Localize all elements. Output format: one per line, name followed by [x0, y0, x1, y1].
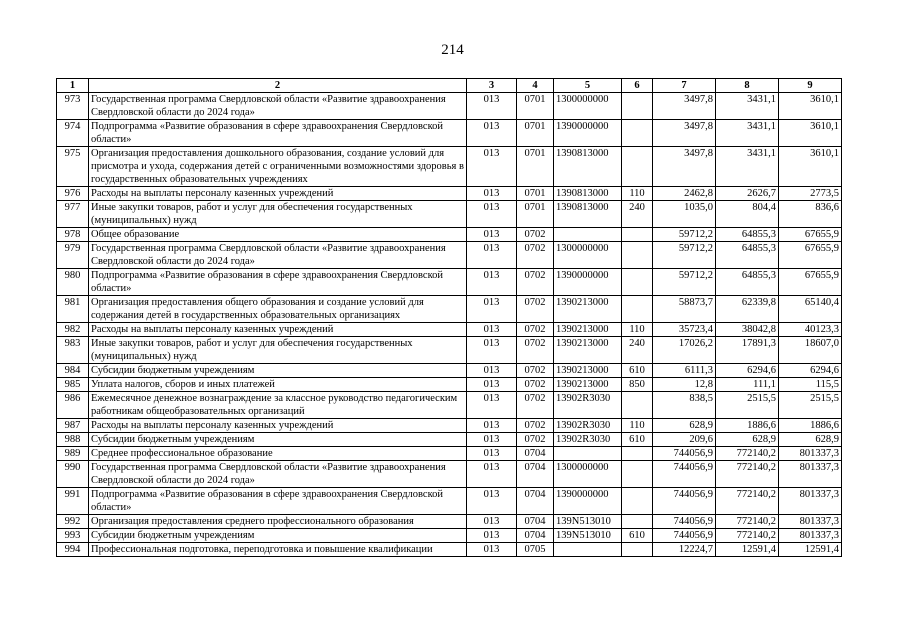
amount-2024-cell: 67655,9 — [779, 228, 842, 242]
ministry-code-cell: 013 — [467, 392, 517, 419]
expense-type-cell: 110 — [622, 323, 653, 337]
amount-2023-cell: 2515,5 — [716, 392, 779, 419]
amount-2024-cell: 2515,5 — [779, 392, 842, 419]
target-article-cell: 13902R3030 — [554, 419, 622, 433]
ministry-code-cell: 013 — [467, 433, 517, 447]
amount-2023-cell: 628,9 — [716, 433, 779, 447]
table-row — [57, 120, 842, 147]
amount-2024-cell: 6294,6 — [779, 364, 842, 378]
section-code-cell: 0704 — [517, 488, 554, 515]
expense-type-cell — [622, 488, 653, 515]
amount-2024-cell: 65140,4 — [779, 296, 842, 323]
ministry-code-cell: 013 — [467, 419, 517, 433]
expense-type-cell: 240 — [622, 337, 653, 364]
table-row — [57, 543, 842, 557]
amount-2022-cell: 744056,9 — [653, 515, 716, 529]
row-number-cell: 987 — [57, 419, 89, 433]
expense-type-cell: 610 — [622, 433, 653, 447]
amount-2024-cell: 40123,3 — [779, 323, 842, 337]
row-name-cell: Общее образование — [89, 228, 467, 242]
expense-type-cell — [622, 543, 653, 557]
ministry-code-cell: 013 — [467, 364, 517, 378]
header-col-8: 8 — [716, 79, 779, 93]
row-name-cell: Подпрограмма «Развитие образования в сфере здравоохранения Свердловской области» — [89, 269, 467, 296]
target-article-cell: 13902R3030 — [554, 392, 622, 419]
amount-2024-cell: 67655,9 — [779, 269, 842, 296]
row-name-cell: Уплата налогов, сборов и иных платежей — [89, 378, 467, 392]
row-number-cell: 976 — [57, 187, 89, 201]
expense-type-cell — [622, 228, 653, 242]
amount-2022-cell: 3497,8 — [653, 93, 716, 120]
target-article-cell: 1390213000 — [554, 337, 622, 364]
amount-2022-cell: 3497,8 — [653, 120, 716, 147]
ministry-code-cell: 013 — [467, 201, 517, 228]
table-row — [57, 419, 842, 433]
row-name-cell: Среднее профессиональное образование — [89, 447, 467, 461]
expense-type-cell — [622, 447, 653, 461]
expense-type-cell: 850 — [622, 378, 653, 392]
amount-2023-cell: 38042,8 — [716, 323, 779, 337]
expense-type-cell: 240 — [622, 201, 653, 228]
amount-2024-cell: 12591,4 — [779, 543, 842, 557]
row-name-cell: Организация предоставления среднего профессионального образования — [89, 515, 467, 529]
amount-2023-cell: 3431,1 — [716, 120, 779, 147]
page-number: 214 — [441, 42, 464, 58]
row-number-cell: 983 — [57, 337, 89, 364]
row-number-cell: 989 — [57, 447, 89, 461]
amount-2023-cell: 772140,2 — [716, 529, 779, 543]
ministry-code-cell: 013 — [467, 296, 517, 323]
row-name-cell: Государственная программа Свердловской области «Развитие здравоохранения Свердловской области до 2024 года» — [89, 242, 467, 269]
amount-2022-cell: 59712,2 — [653, 242, 716, 269]
target-article-cell: 1390813000 — [554, 147, 622, 187]
row-name-cell: Расходы на выплаты персоналу казенных учреждений — [89, 323, 467, 337]
row-name-cell: Подпрограмма «Развитие образования в сфере здравоохранения Свердловской области» — [89, 488, 467, 515]
target-article-cell: 1300000000 — [554, 93, 622, 120]
amount-2023-cell: 3431,1 — [716, 147, 779, 187]
target-article-cell: 1390213000 — [554, 323, 622, 337]
row-number-cell: 980 — [57, 269, 89, 296]
table-row — [57, 296, 842, 323]
section-code-cell: 0702 — [517, 364, 554, 378]
table-row — [57, 392, 842, 419]
row-number-cell: 991 — [57, 488, 89, 515]
target-article-cell: 1390813000 — [554, 187, 622, 201]
ministry-code-cell: 013 — [467, 269, 517, 296]
amount-2023-cell: 2626,7 — [716, 187, 779, 201]
row-name-cell: Иные закупки товаров, работ и услуг для обеспечения государственных (муниципальных) нужд — [89, 201, 467, 228]
expense-type-cell — [622, 296, 653, 323]
row-number-cell: 985 — [57, 378, 89, 392]
amount-2023-cell: 6294,6 — [716, 364, 779, 378]
header-col-1: 1 — [57, 79, 89, 93]
expense-type-cell: 610 — [622, 529, 653, 543]
header-col-5: 5 — [554, 79, 622, 93]
amount-2022-cell: 2462,8 — [653, 187, 716, 201]
row-number-cell: 977 — [57, 201, 89, 228]
table-row — [57, 364, 842, 378]
amount-2023-cell: 3431,1 — [716, 93, 779, 120]
table-row — [57, 337, 842, 364]
row-number-cell: 984 — [57, 364, 89, 378]
section-code-cell: 0702 — [517, 269, 554, 296]
amount-2024-cell: 3610,1 — [779, 93, 842, 120]
table-row — [57, 147, 842, 187]
amount-2022-cell: 3497,8 — [653, 147, 716, 187]
table-row — [57, 228, 842, 242]
row-name-cell: Субсидии бюджетным учреждениям — [89, 529, 467, 543]
table-row — [57, 433, 842, 447]
row-number-cell: 973 — [57, 93, 89, 120]
section-code-cell: 0701 — [517, 147, 554, 187]
header-col-9: 9 — [779, 79, 842, 93]
amount-2024-cell: 836,6 — [779, 201, 842, 228]
amount-2022-cell: 59712,2 — [653, 228, 716, 242]
ministry-code-cell: 013 — [467, 120, 517, 147]
row-name-cell: Расходы на выплаты персоналу казенных учреждений — [89, 419, 467, 433]
row-number-cell: 974 — [57, 120, 89, 147]
row-number-cell: 992 — [57, 515, 89, 529]
row-number-cell: 978 — [57, 228, 89, 242]
amount-2024-cell: 801337,3 — [779, 461, 842, 488]
amount-2024-cell: 1886,6 — [779, 419, 842, 433]
target-article-cell: 1390213000 — [554, 296, 622, 323]
row-number-cell: 993 — [57, 529, 89, 543]
row-name-cell: Организация предоставления дошкольного образования, создание условий для присмотра и ухода, содержания детей с ограниченными возможностями здоровья в государственных образовательных учреждениях — [89, 147, 467, 187]
row-name-cell: Субсидии бюджетным учреждениям — [89, 433, 467, 447]
ministry-code-cell: 013 — [467, 378, 517, 392]
ministry-code-cell: 013 — [467, 515, 517, 529]
row-name-cell: Профессиональная подготовка, переподготовка и повышение квалификации — [89, 543, 467, 557]
target-article-cell: 1300000000 — [554, 242, 622, 269]
amount-2023-cell: 64855,3 — [716, 269, 779, 296]
amount-2022-cell: 744056,9 — [653, 461, 716, 488]
table-row — [57, 515, 842, 529]
section-code-cell: 0701 — [517, 201, 554, 228]
target-article-cell: 1390213000 — [554, 364, 622, 378]
section-code-cell: 0704 — [517, 461, 554, 488]
section-code-cell: 0701 — [517, 120, 554, 147]
expense-type-cell — [622, 269, 653, 296]
header-col-7: 7 — [653, 79, 716, 93]
section-code-cell: 0704 — [517, 515, 554, 529]
row-number-cell: 990 — [57, 461, 89, 488]
amount-2022-cell: 744056,9 — [653, 488, 716, 515]
amount-2022-cell: 17026,2 — [653, 337, 716, 364]
ministry-code-cell: 013 — [467, 529, 517, 543]
section-code-cell: 0702 — [517, 242, 554, 269]
row-name-cell: Государственная программа Свердловской области «Развитие здравоохранения Свердловской области до 2024 года» — [89, 93, 467, 120]
expense-type-cell — [622, 392, 653, 419]
expense-type-cell — [622, 461, 653, 488]
expense-type-cell: 610 — [622, 364, 653, 378]
table-row — [57, 93, 842, 120]
row-name-cell: Расходы на выплаты персоналу казенных учреждений — [89, 187, 467, 201]
expense-type-cell — [622, 242, 653, 269]
amount-2022-cell: 58873,7 — [653, 296, 716, 323]
amount-2024-cell: 2773,5 — [779, 187, 842, 201]
table-row — [57, 378, 842, 392]
ministry-code-cell: 013 — [467, 228, 517, 242]
header-col-3: 3 — [467, 79, 517, 93]
amount-2022-cell: 628,9 — [653, 419, 716, 433]
amount-2023-cell: 17891,3 — [716, 337, 779, 364]
table-body — [57, 93, 842, 557]
row-number-cell: 979 — [57, 242, 89, 269]
amount-2022-cell: 59712,2 — [653, 269, 716, 296]
section-code-cell: 0704 — [517, 529, 554, 543]
amount-2023-cell: 111,1 — [716, 378, 779, 392]
target-article-cell: 1390000000 — [554, 488, 622, 515]
amount-2024-cell: 18607,0 — [779, 337, 842, 364]
row-number-cell: 994 — [57, 543, 89, 557]
amount-2024-cell: 801337,3 — [779, 447, 842, 461]
row-name-cell: Государственная программа Свердловской области «Развитие здравоохранения Свердловской области до 2024 года» — [89, 461, 467, 488]
amount-2022-cell: 744056,9 — [653, 447, 716, 461]
table-row — [57, 461, 842, 488]
section-code-cell: 0702 — [517, 296, 554, 323]
row-name-cell: Ежемесячное денежное вознаграждение за классное руководство педагогическим работникам общеобразовательных организаций — [89, 392, 467, 419]
header-col-6: 6 — [622, 79, 653, 93]
target-article-cell — [554, 543, 622, 557]
amount-2022-cell: 744056,9 — [653, 529, 716, 543]
ministry-code-cell: 013 — [467, 93, 517, 120]
amount-2023-cell: 772140,2 — [716, 447, 779, 461]
ministry-code-cell: 013 — [467, 337, 517, 364]
header-row — [57, 79, 842, 93]
amount-2024-cell: 67655,9 — [779, 242, 842, 269]
ministry-code-cell: 013 — [467, 461, 517, 488]
amount-2023-cell: 772140,2 — [716, 461, 779, 488]
row-name-cell: Субсидии бюджетным учреждениям — [89, 364, 467, 378]
amount-2023-cell: 12591,4 — [716, 543, 779, 557]
row-name-cell: Организация предоставления общего образования и создание условий для содержания детей в государственных образовательных организациях — [89, 296, 467, 323]
section-code-cell: 0702 — [517, 228, 554, 242]
target-article-cell: 1390000000 — [554, 120, 622, 147]
amount-2022-cell: 35723,4 — [653, 323, 716, 337]
amount-2023-cell: 772140,2 — [716, 488, 779, 515]
amount-2023-cell: 772140,2 — [716, 515, 779, 529]
amount-2023-cell: 64855,3 — [716, 242, 779, 269]
amount-2022-cell: 838,5 — [653, 392, 716, 419]
amount-2022-cell: 6111,3 — [653, 364, 716, 378]
amount-2024-cell: 628,9 — [779, 433, 842, 447]
budget-table — [56, 78, 842, 557]
target-article-cell: 139N513010 — [554, 529, 622, 543]
amount-2023-cell: 62339,8 — [716, 296, 779, 323]
table-row — [57, 529, 842, 543]
section-code-cell: 0701 — [517, 187, 554, 201]
amount-2024-cell: 801337,3 — [779, 529, 842, 543]
amount-2024-cell: 801337,3 — [779, 515, 842, 529]
ministry-code-cell: 013 — [467, 242, 517, 269]
table-row — [57, 269, 842, 296]
table-row — [57, 488, 842, 515]
amount-2024-cell: 801337,3 — [779, 488, 842, 515]
target-article-cell — [554, 447, 622, 461]
target-article-cell: 139N513010 — [554, 515, 622, 529]
ministry-code-cell: 013 — [467, 488, 517, 515]
row-number-cell: 986 — [57, 392, 89, 419]
section-code-cell: 0702 — [517, 433, 554, 447]
amount-2022-cell: 12224,7 — [653, 543, 716, 557]
section-code-cell: 0701 — [517, 93, 554, 120]
header-col-4: 4 — [517, 79, 554, 93]
expense-type-cell: 110 — [622, 187, 653, 201]
section-code-cell: 0704 — [517, 447, 554, 461]
amount-2023-cell: 1886,6 — [716, 419, 779, 433]
section-code-cell: 0705 — [517, 543, 554, 557]
section-code-cell: 0702 — [517, 323, 554, 337]
row-number-cell: 982 — [57, 323, 89, 337]
row-number-cell: 981 — [57, 296, 89, 323]
amount-2024-cell: 3610,1 — [779, 120, 842, 147]
amount-2022-cell: 12,8 — [653, 378, 716, 392]
section-code-cell: 0702 — [517, 337, 554, 364]
row-name-cell: Подпрограмма «Развитие образования в сфере здравоохранения Свердловской области» — [89, 120, 467, 147]
target-article-cell: 1300000000 — [554, 461, 622, 488]
amount-2022-cell: 209,6 — [653, 433, 716, 447]
section-code-cell: 0702 — [517, 378, 554, 392]
target-article-cell: 1390813000 — [554, 201, 622, 228]
expense-type-cell — [622, 515, 653, 529]
ministry-code-cell: 013 — [467, 323, 517, 337]
table-row — [57, 187, 842, 201]
amount-2023-cell: 804,4 — [716, 201, 779, 228]
amount-2024-cell: 115,5 — [779, 378, 842, 392]
table-row — [57, 201, 842, 228]
ministry-code-cell: 013 — [467, 543, 517, 557]
expense-type-cell — [622, 120, 653, 147]
expense-type-cell: 110 — [622, 419, 653, 433]
section-code-cell: 0702 — [517, 419, 554, 433]
row-name-cell: Иные закупки товаров, работ и услуг для обеспечения государственных (муниципальных) нужд — [89, 337, 467, 364]
target-article-cell: 1390000000 — [554, 269, 622, 296]
header-col-2: 2 — [89, 79, 467, 93]
ministry-code-cell: 013 — [467, 147, 517, 187]
table-row — [57, 447, 842, 461]
amount-2022-cell: 1035,0 — [653, 201, 716, 228]
target-article-cell: 13902R3030 — [554, 433, 622, 447]
amount-2023-cell: 64855,3 — [716, 228, 779, 242]
table-row — [57, 242, 842, 269]
section-code-cell: 0702 — [517, 392, 554, 419]
row-number-cell: 988 — [57, 433, 89, 447]
row-number-cell: 975 — [57, 147, 89, 187]
target-article-cell — [554, 228, 622, 242]
table-row — [57, 323, 842, 337]
target-article-cell: 1390213000 — [554, 378, 622, 392]
expense-type-cell — [622, 147, 653, 187]
ministry-code-cell: 013 — [467, 447, 517, 461]
ministry-code-cell: 013 — [467, 187, 517, 201]
amount-2024-cell: 3610,1 — [779, 147, 842, 187]
expense-type-cell — [622, 93, 653, 120]
